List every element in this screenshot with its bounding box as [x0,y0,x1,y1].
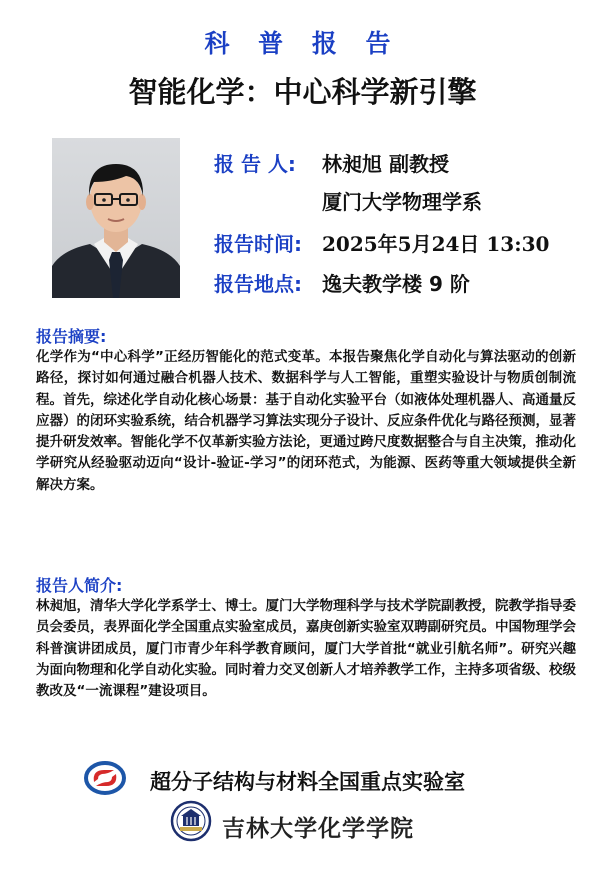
time-label: 报告时间: [214,232,302,256]
venue-label: 报告地点: [214,272,302,296]
speaker-name: 林昶旭 副教授 [322,152,449,176]
bio-text: 林昶旭，清华大学化学系学士、博士。厦门大学物理科学与技术学院副教授，院教学指导委员会委员，表界面化学全国重点实验室成员，嘉庚创新实验室双聘副研究员。中国物理学会科普演讲团成员，厦门市青少年科学教育顾问，厦门大学首批“就业引航名师”。研究兴趣为面向物理和化学自动化实验。同时着力交叉创新人才培养教学工作，主持多项省级、校级教改及“一流课程”建设项目。 [36,598,576,700]
lab-logo [84,760,126,800]
college-seal-icon [170,800,212,842]
page-kicker: 科 普 报 告 [204,29,401,58]
speaker-photo [52,138,180,298]
lab-logo-icon [84,760,126,796]
speaker-label: 报 告 人: [214,152,296,176]
lab-name: 超分子结构与材料全国重点实验室 [150,770,465,794]
abstract-text: 化学作为“中心科学”正经历智能化的范式变革。本报告聚焦化学自动化与算法驱动的创新路径，探讨如何通过融合机器人技术、数据科学与人工智能，重塑实验设计与物质创制流程。首先，综述化学自动化核心场景：基于自动化实验平台（如液体处理机器人、高通量反应器）的闭环实验系统，结合机器学习算法实现分子设计、反应条件优化与路径预测，显著提升研发效率。智能化学不仅革新实验方法论，更通过跨尺度数据整合与自主决策，推动化学研究从经验驱动迈向“设计-验证-学习”的闭环范式，为能源、医药等重大领域提供全新解决方案。 [36,349,576,493]
venue-value: 逸夫教学楼 9 阶 [322,272,470,296]
college-seal [170,800,212,846]
speaker-portrait-icon [52,138,180,298]
time-value: 2025年5月24日 13:30 [322,232,550,256]
bio-heading: 报告人简介: [36,576,123,595]
speaker-affiliation: 厦门大学物理学系 [322,190,482,214]
page-title: 智能化学：中心科学新引擎 [128,75,477,109]
abstract-heading: 报告摘要: [36,327,107,346]
college-name: 吉林大学化学学院 [222,815,414,842]
